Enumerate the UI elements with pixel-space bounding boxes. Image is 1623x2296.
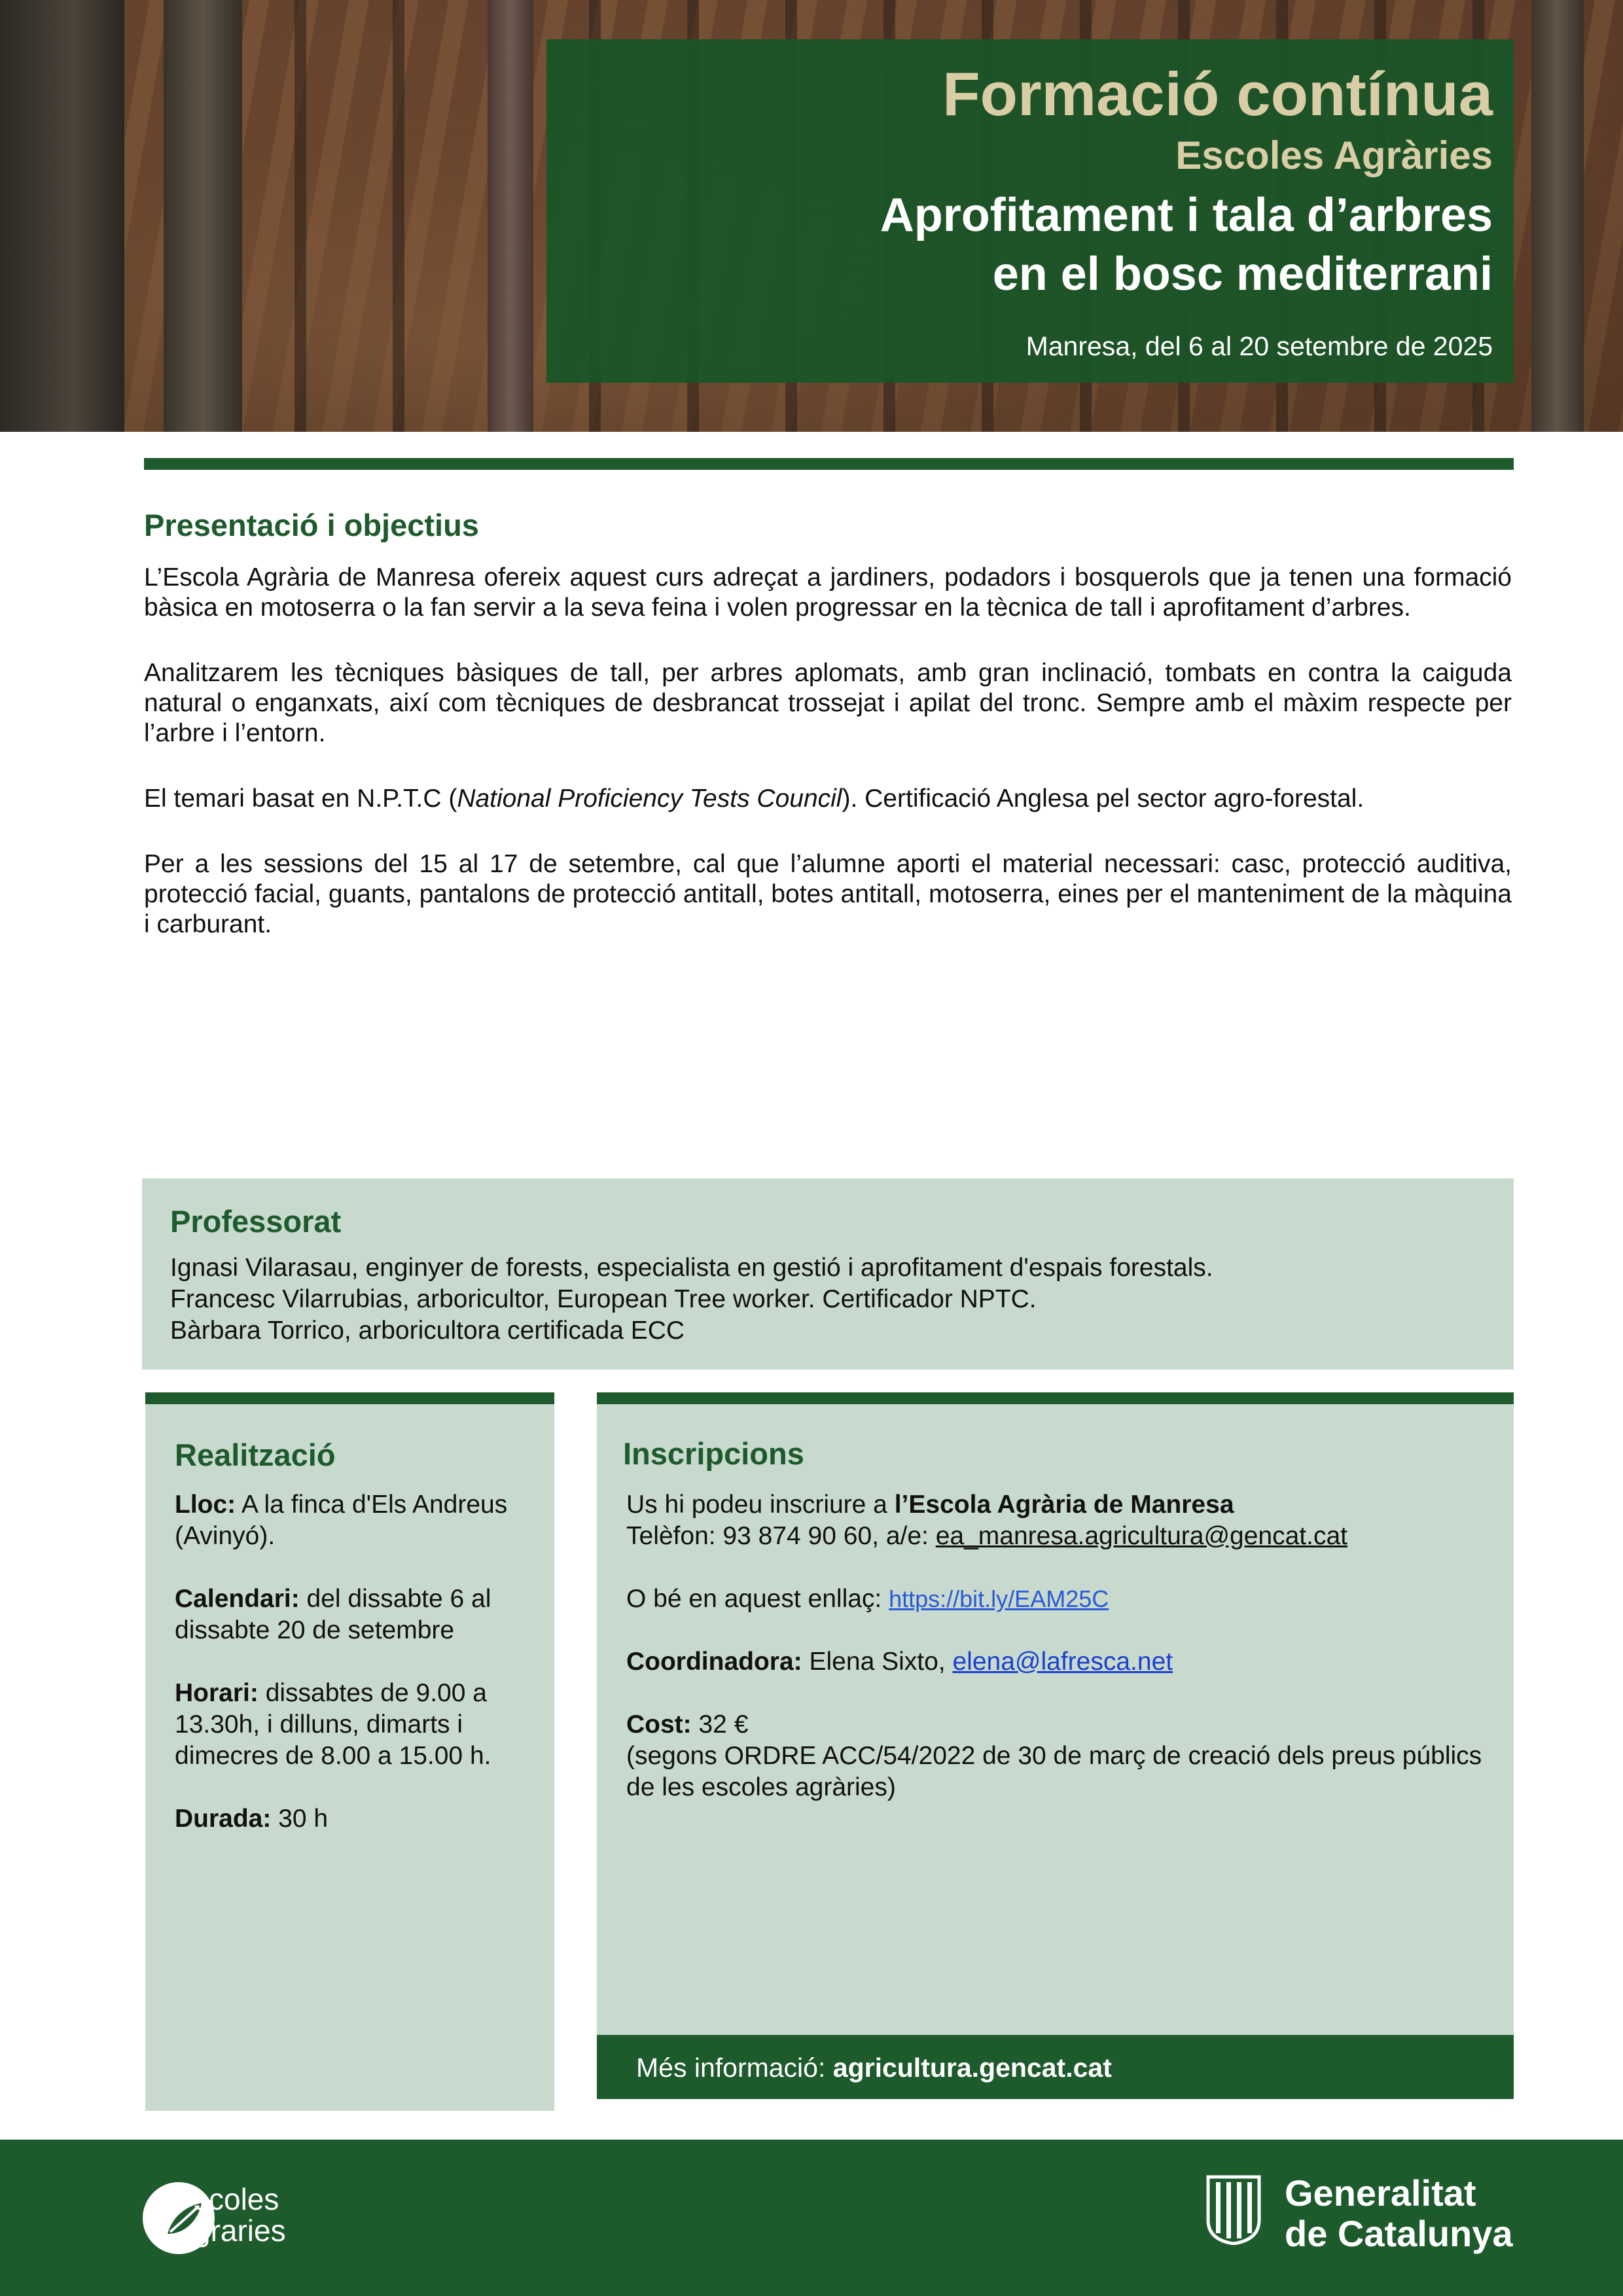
header-photo [0, 0, 1623, 432]
presentation-paragraph-1: L’Escola Agrària de Manresa ofereix aquest curs adreçat a jardiners, podadors i bosquerols que ja tenen una formació bàsica en motoserra o la fan servir a la seva feina i volen progressar en la tècnica de tall i aprofitament d’arbres. [144, 563, 1512, 622]
professor-item: Francesc Vilarrubias, arboricultor, European Tree worker. Certificador NPTC. [170, 1285, 1037, 1313]
presentation-paragraph-3 [144, 784, 1512, 814]
cost-line [626, 1709, 1497, 1740]
lloc-row [175, 1489, 541, 1552]
cost-note: (segons ORDRE ACC/54/2022 de 30 de març de creació dels preus públics de les escoles agràries) [626, 1742, 1482, 1801]
professorat-heading: Professorat [170, 1204, 342, 1239]
professorat-panel [142, 1178, 1514, 1369]
more-info-text [636, 2053, 1112, 2083]
generalitat-name-line1: Generalitat [1285, 2172, 1476, 2214]
inscripcions-heading: Inscripcions [623, 1436, 804, 1471]
header-title-box [546, 39, 1514, 383]
calendari-value: del dissabte 6 al dissabte 20 de setembre [175, 1585, 491, 1644]
coordinator-email-link[interactable]: elena@lafresca.net [952, 1648, 1173, 1676]
realitzacio-details [175, 1489, 541, 1866]
generalitat-logo [1204, 2169, 1518, 2254]
cost-label: Cost: [626, 1710, 692, 1739]
page-subtitle: Escoles Agràries [1175, 133, 1493, 177]
phone-email-line [626, 1521, 1497, 1552]
registration-link[interactable]: https://bit.ly/EAM25C [889, 1585, 1109, 1612]
horari-label: Horari: [175, 1679, 259, 1707]
coordinator-row [626, 1646, 1497, 1678]
logo-text-escoles: scoles [194, 2182, 279, 2216]
registration-link-row [626, 1583, 1497, 1615]
logo-text-agraries: graries [194, 2214, 286, 2248]
registration-link-label: O bé en aquest enllaç: [626, 1585, 889, 1613]
realitzacio-panel [145, 1392, 554, 2111]
generalitat-name-line2: de Catalunya [1285, 2213, 1513, 2254]
lloc-label: Lloc: [175, 1491, 236, 1519]
coordinator-name: Elena Sixto, [802, 1648, 953, 1676]
lloc-value: A la finca d'Els Andreus (Avinyó). [175, 1491, 508, 1550]
generalitat-emblem-icon [1204, 2174, 1263, 2245]
presentation-section [144, 507, 1512, 975]
generalitat-name [1285, 2173, 1513, 2254]
course-title-line1: Aprofitament i tala d’arbres [880, 189, 1493, 241]
horari-row [175, 1678, 541, 1772]
footer [0, 2140, 1623, 2296]
more-info-url[interactable]: agricultura.gencat.cat [832, 2053, 1112, 2083]
calendari-label: Calendari: [175, 1585, 300, 1613]
more-info-label: Més informació: [636, 2053, 833, 2083]
school-name: l’Escola Agrària de Manresa [894, 1491, 1234, 1519]
durada-value: 30 h [271, 1805, 329, 1833]
npct-text-post: ). Certificació Anglesa pel sector agro-forestal. [842, 785, 1364, 813]
coordinator-label: Coordinadora: [626, 1648, 802, 1676]
course-place-date: Manresa, del 6 al 20 setembre de 2025 [1026, 331, 1493, 361]
school-email-link[interactable]: ea_manresa.agricultura@gencat.cat [935, 1522, 1347, 1550]
inscripcions-details [626, 1489, 1497, 1835]
school-line-pre: Us hi podeu inscriure a [626, 1491, 895, 1519]
page-title: Formació contínua [942, 60, 1493, 128]
professor-item: Bàrbara Torrico, arboricultora certificada ECC [170, 1316, 685, 1345]
professor-item: Ignasi Vilarasau, enginyer de forests, especialista en gestió i aprofitament d'espais forestals. [170, 1254, 1213, 1282]
school-line [626, 1489, 1497, 1521]
presentation-paragraph-4: Per a les sessions del 15 al 17 de setembre, cal que l’alumne aporti el material necessari: casc, protecció auditiva, protecció facial, guants, pantalons de protecció antitall, botes antitall, motoserra, eines per el manteniment de la màquina i carburant. [144, 850, 1512, 938]
durada-row [175, 1803, 541, 1835]
cost-row [626, 1709, 1497, 1803]
npct-text-pre: El temari basat en N.P.T.C ( [144, 785, 457, 813]
durada-label: Durada: [175, 1805, 272, 1833]
realitzacio-heading: Realització [175, 1438, 336, 1472]
presentation-heading: Presentació i objectius [144, 508, 479, 542]
section-divider [144, 458, 1514, 470]
professorat-list [170, 1252, 1213, 1347]
cost-value: 32 € [691, 1710, 749, 1739]
calendari-row [175, 1583, 541, 1646]
phone-text: Telèfon: 93 874 90 60, a/e: [626, 1522, 936, 1550]
inscripcions-panel [597, 1392, 1514, 2047]
horari-value: dissabtes de 9.00 a 13.30h, i dilluns, dimarts i dimecres de 8.00 a 15.00 h. [175, 1679, 491, 1770]
contact-block [626, 1489, 1497, 1552]
presentation-paragraph-2: Analitzarem les tècniques bàsiques de tall, per arbres aplomats, amb gran inclinació, tombats en contra la caiguda natural o enganxats, així com tècniques de desbrancat trossejat i apilat del tronc. Sempre amb el màxim respecte per l’arbre i l’entorn. [144, 659, 1512, 747]
npct-name: National Proficiency Tests Council [457, 785, 842, 813]
escoles-agraries-logo [143, 2169, 300, 2261]
more-info-bar [597, 2035, 1514, 2099]
course-title-line2: en el bosc mediterrani [992, 248, 1493, 300]
